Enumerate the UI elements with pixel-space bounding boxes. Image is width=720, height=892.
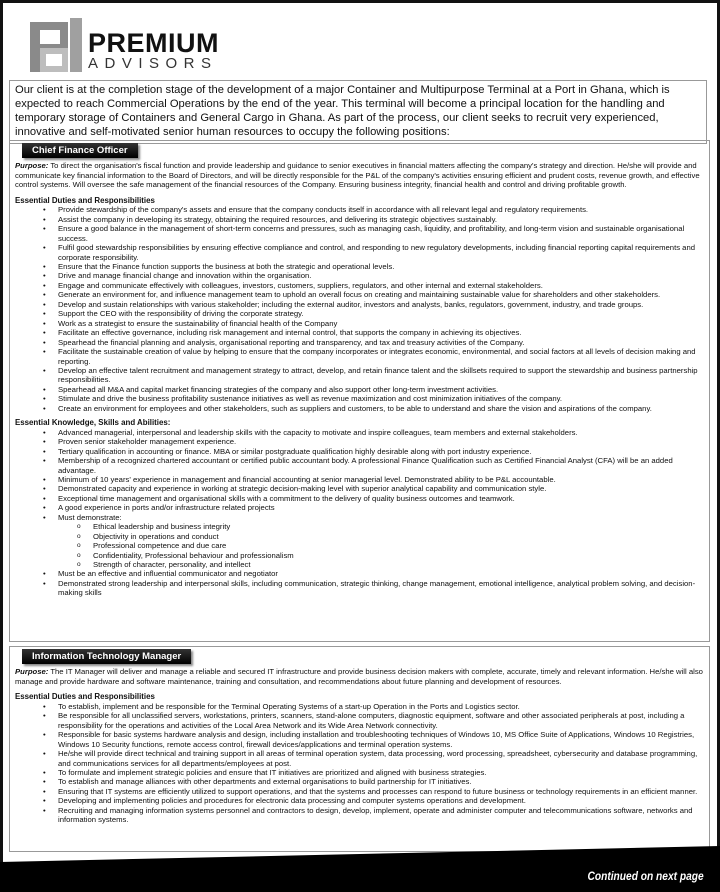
list-item: • Developing and implementing policies and procedures for electronic data processing and computer systems operations and development. [15, 796, 705, 805]
list-item: • Assist the company in developing its strategy, obtaining the required resources, and delivering its strategic objectives sustainably. [15, 215, 705, 224]
list-item: • Be responsible for all unclassified servers, workstations, printers, scanners, stand-alone computers, diagnostic equipment, software and other associated peripherals at post, including a responsibility for the operations and activities of the Local Area Network and its Wide Area Network connectivity. [15, 711, 705, 730]
logo-premium-text: PREMIUM [88, 28, 219, 58]
list-item: • Advanced managerial, interpersonal and leadership skills with the capacity to motivate and inspire colleagues, team members and external stakeholders. [15, 428, 705, 437]
sub-list-item: o Strength of character, personality, and intellect [15, 560, 705, 569]
premium-advisors-logo-icon [30, 18, 86, 74]
list-item: • Proven senior stakeholder management experience. [15, 437, 705, 446]
list-item: • Work as a strategist to ensure the sustainability of financial health of the Company [15, 319, 705, 328]
list-item: • Facilitate an effective governance, including risk management and internal control, that supports the company in achieving its objectives. [15, 328, 705, 337]
list-item: • Exceptional time management and organisational skills with a commitment to the delivery of quality business outcomes and teamwork. [15, 494, 705, 503]
sub-list-item: o Ethical leadership and business integrity [15, 522, 705, 531]
list-item: • Develop and sustain relationships with various stakeholder; including the external auditor, investors and analysts, banks, regulators, government, industry, and trade groups. [15, 300, 705, 309]
list-item: • Must be an effective and influential communicator and negotiator [15, 569, 705, 578]
list-item: • Drive and manage financial change and innovation within the organisation. [15, 271, 705, 280]
logo [30, 18, 220, 74]
list-item: • To formulate and implement strategic policies and ensure that IT initiatives are prioritized and aligned with business strategies. [15, 768, 705, 777]
list-item: • Minimum of 10 years' experience in management and financial accounting at senior managerial level. Demonstrated ability to be P&L accountable. [15, 475, 705, 484]
list-item: • A good experience in ports and/or infrastructure related projects [15, 503, 705, 512]
list-item: • Provide stewardship of the company's assets and ensure that the company conducts itself in accordance with all relevant legal and regulatory requirements. [15, 205, 705, 214]
footer-band [0, 840, 720, 892]
list-item: • Support the CEO with the responsibility of driving the corporate strategy. [15, 309, 705, 318]
continued-on-next-page: Continued on next page [587, 869, 704, 883]
intro-paragraph: Our client is at the completion stage of the development of a major Container and Multipurpose Terminal at a Port in Ghana, which is expected to reach Commercial Operations by the end of the year. This terminal will become a principal location for the handling and temporary storage of Containers and General Cargo in Ghana. As part of the process, our client seeks to recruit very experienced, innovative and self-motivated senior human resources to occupy the following positions: [9, 80, 707, 144]
list-item: • Tertiary qualification in accounting or finance. MBA or similar postgraduate qualification highly desirable along with port industry experience. [15, 447, 705, 456]
list-item: • Recruiting and managing information systems personnel and contractors to design, develop, implement, operate and administer computer and telecommunications software, networks and information systems. [15, 806, 705, 825]
list-item: • Engage and communicate effectively with colleagues, investors, customers, suppliers, regulators, and other internal and external stakeholders. [15, 281, 705, 290]
list-item: • Demonstrated capacity and experience in working at strategic decision-making level with superior analytical capability and communication style. [15, 484, 705, 493]
logo-advisors-text: ADVISORS [88, 55, 218, 72]
cfo-duties-heading: Essential Duties and Responsibilities [15, 195, 155, 205]
sub-list-item: o Objectivity in operations and conduct [15, 532, 705, 541]
list-item: • Demonstrated strong leadership and interpersonal skills, including communication, strategic thinking, change management, emotional intelligence, analytical problem solving, and decision-making skills [15, 579, 705, 598]
purpose-label: Purpose: [15, 161, 49, 171]
sub-list-item: o Confidentiality, Professional behaviour and professionalism [15, 551, 705, 560]
list-item: • Spearhead the financial planning and analysis, organisational reporting and transparency, and tax and treasury activities of the Company. [15, 338, 705, 347]
list-item: • To establish and manage alliances with other departments and external organisations to build partnership for IT initiatives. [15, 777, 705, 786]
cfo-skills-list [15, 428, 705, 598]
list-item: • Create an environment for employees and other stakeholders, such as suppliers and customers, to be able to understand and share the vision and aspirations of the company. [15, 404, 705, 413]
cfo-section [9, 140, 710, 642]
list-item: • Ensure that the Finance function supports the business at both the strategic and operational levels. [15, 262, 705, 271]
list-item: • To establish, implement and be responsible for the Terminal Operating Systems of a start-up Operation in the Ports and Logistics sector. [15, 702, 705, 711]
list-item: • Stimulate and drive the business profitability sustenance initiatives as well as revenue maximization and cost minimization initiatives of the company. [15, 394, 705, 403]
purpose-label: Purpose: [15, 667, 49, 677]
cfo-title: Chief Finance Officer [22, 143, 138, 158]
it-duties-list [15, 702, 705, 825]
list-item: • Ensure a good balance in the management of short-term concerns and pressures, such as managing cash, liquidity, and profitability, and long-term vision and sustainable organisational success. [15, 224, 705, 243]
cfo-skills-heading: Essential Knowledge, Skills and Abilities: [15, 418, 171, 428]
list-item: • Facilitate the sustainable creation of value by helping to ensure that the company incorporates or integrates economic, environmental, and social factors at all levels of decision making and reporting. [15, 347, 705, 366]
list-item: • Must demonstrate: [15, 513, 705, 522]
list-item: • Ensuring that IT systems are efficiently utilized to support operations, and that the systems and processes can respond to future business or technology requirements in an efficient manner. [15, 787, 705, 796]
list-item: • Fulfil good stewardship responsibilities by ensuring effective compliance and control, and responding to new regulatory developments, including financial reporting capital requirements and corporate responsibility. [15, 243, 705, 262]
list-item: • Generate an environment for, and influence management team to uphold an overall focus on creating and maintaining sustainable value for shareholders and other stakeholders. [15, 290, 705, 299]
list-item: • Develop an effective talent recruitment and management strategy to attract, develop, and retain finance talent and the skillsets required to support the stewardship and business partnership responsibilities. [15, 366, 705, 385]
sub-list-item: o Professional competence and due care [15, 541, 705, 550]
purpose-text: The IT Manager will deliver and manage a reliable and secured IT infrastructure and provide business decision makers with complete, accurate, timely and relevant information. He/she will also manage and provide hardware and software maintenance, training and consultation, and recommendations about future planning and development of resources. [15, 667, 703, 686]
it-duties-heading: Essential Duties and Responsibilities [15, 692, 155, 702]
list-item: • Spearhead all M&A and capital market financing strategies of the company and also support other long-term investment activities. [15, 385, 705, 394]
list-item: • He/she will provide direct technical and training support in all areas of terminal operation system, data processing, word processing, spreadsheet, cybersecurity and database programming, and communications services for all departments/employees at post. [15, 749, 705, 768]
list-item: • Responsible for basic systems hardware analysis and design, including installation and troubleshooting techniques of Windows 10, MS Office Suite of Applications, Windows 10 Registries, Windows 10 Security functions, remote access control, firewall devices/applications and terminal operation systems. [15, 730, 705, 749]
it-title: Information Technology Manager [22, 649, 191, 664]
cfo-purpose [15, 161, 705, 189]
it-section [9, 646, 710, 852]
purpose-text: To direct the organisation's fiscal function and provide leadership and guidance to senior executives in financial matters affecting the company's strategy and direction. He/she will provide and communicate key financial information to the Board of Directors, and will be directly responsible for the P&L of the company's activities ensuring efficient and prudent costs, revenue growth, and effective control systems. Will oversee the safe management of the financial resources of the Company. Ensuring business integrity, financial health and control and driving profitable growth. [15, 161, 700, 190]
cfo-duties-list [15, 205, 705, 413]
it-purpose [15, 667, 705, 686]
list-item: • Membership of a recognized chartered accountant or certified public accountant body. A professional Finance Qualification such as Certified Financial Analyst (CFA) will be an added advantage. [15, 456, 705, 475]
